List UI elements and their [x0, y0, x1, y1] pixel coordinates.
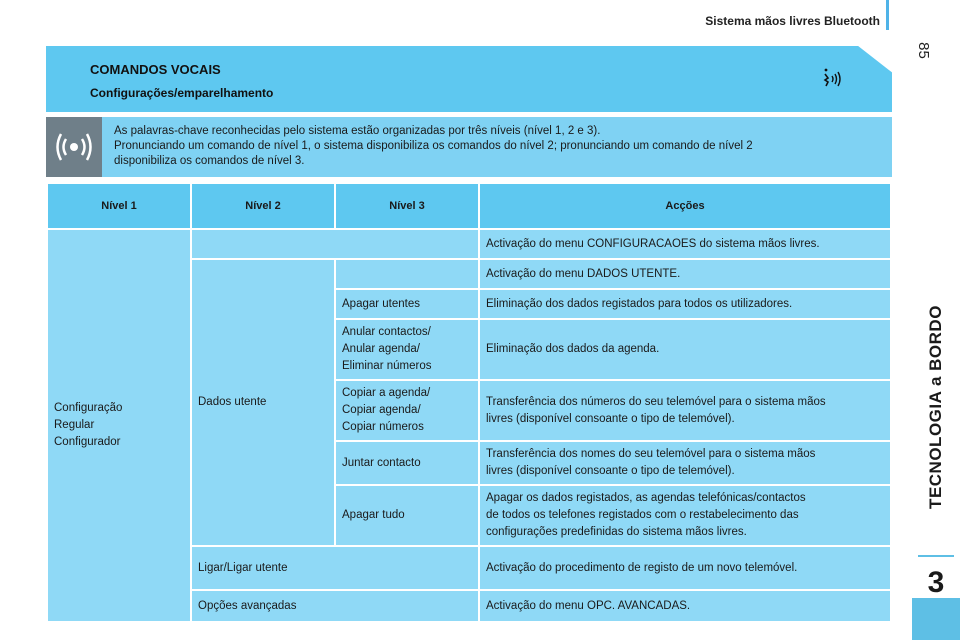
level3-line: Anular agenda/ [342, 343, 421, 355]
banner-title: COMANDOS VOCAIS [90, 62, 221, 77]
info-line: disponibiliza os comandos de nível 3. [114, 155, 305, 167]
level3-cell [336, 320, 478, 379]
info-text [114, 124, 884, 169]
action-cell: Activação do menu DADOS UTENTE. [480, 260, 890, 288]
action-line: configurações predefinidas do sistema mãos livres. [486, 526, 747, 538]
table-row [48, 230, 890, 258]
empty-cell [336, 260, 478, 288]
action-cell: Activação do menu CONFIGURACAOES do sistema mãos livres. [480, 230, 890, 258]
level2-ligar-cell: Ligar/Ligar utente [192, 547, 478, 589]
action-cell [480, 442, 890, 484]
action-cell: Eliminação dos dados registados para todos os utilizadores. [480, 290, 890, 318]
page-number: 85 [914, 42, 932, 59]
header-actions: Acções [480, 184, 890, 228]
header-level-3: Nível 3 [336, 184, 478, 228]
chapter-title-container [912, 292, 960, 522]
info-line: Pronunciando um comando de nível 1, o sistema disponibiliza os comandos do nível 2; pronunciando um comando de nível 2 [114, 140, 753, 152]
action-line: livres (disponível consoante o tipo de telemóvel). [486, 412, 735, 425]
level3-line: Copiar agenda/ [342, 404, 421, 416]
section-banner [46, 46, 892, 112]
action-line: Transferência dos nomes do seu telemóvel para o sistema mãos [486, 448, 816, 460]
table-header-row [48, 184, 890, 228]
action-line: Apagar os dados registados, as agendas telefónicas/contactos [486, 492, 806, 504]
voice-commands-table [46, 182, 892, 623]
level2-dados-cell: Dados utente [192, 260, 334, 545]
action-line: de todos os telefones registados com o restabelecimento das [486, 509, 799, 521]
level3-line: Anular contactos/ [342, 326, 431, 338]
level1-cell [48, 230, 190, 621]
level3-line: Copiar números [342, 421, 424, 433]
level1-item: Configurador [54, 436, 121, 448]
chapter-number: 3 [927, 566, 945, 599]
header-level-2: Nível 2 [192, 184, 334, 228]
sound-wave-icon [46, 117, 102, 177]
level1-item: Regular [54, 419, 95, 431]
action-line: Transferência dos números do seu telemóvel para o sistema mãos [486, 395, 826, 408]
level3-cell: Apagar tudo [336, 486, 478, 545]
banner-subtitle: Configurações/emparelhamento [90, 86, 274, 100]
level3-cell: Apagar utentes [336, 290, 478, 318]
section-title: Sistema mãos livres Bluetooth [705, 14, 880, 28]
level3-cell [336, 381, 478, 440]
header-level-1: Nível 1 [48, 184, 190, 228]
header-divider [886, 0, 889, 30]
chapter-divider [918, 555, 954, 557]
action-cell: Activação do procedimento de registo de um novo telemóvel. [480, 547, 890, 589]
level1-item: Configuração [54, 402, 123, 414]
chapter-title: TECNOLOGIA a BORDO [926, 305, 946, 509]
action-cell [480, 486, 890, 545]
info-icon-panel [46, 117, 102, 177]
action-cell: Eliminação dos dados da agenda. [480, 320, 890, 379]
action-cell: Activação do menu OPC. AVANCADAS. [480, 591, 890, 621]
empty-cell [192, 230, 478, 258]
info-line: As palavras-chave reconhecidas pelo sistema estão organizadas por três níveis (nível 1, 2 e 3). [114, 125, 601, 137]
level3-line: Eliminar números [342, 360, 432, 372]
level3-line: Copiar a agenda/ [342, 387, 431, 399]
action-line: livres (disponível consoante o tipo de telemóvel). [486, 465, 735, 477]
voice-command-icon [818, 66, 846, 92]
level2-opcoes-cell: Opções avançadas [192, 591, 478, 621]
level3-cell: Juntar contacto [336, 442, 478, 484]
action-cell [480, 381, 890, 440]
